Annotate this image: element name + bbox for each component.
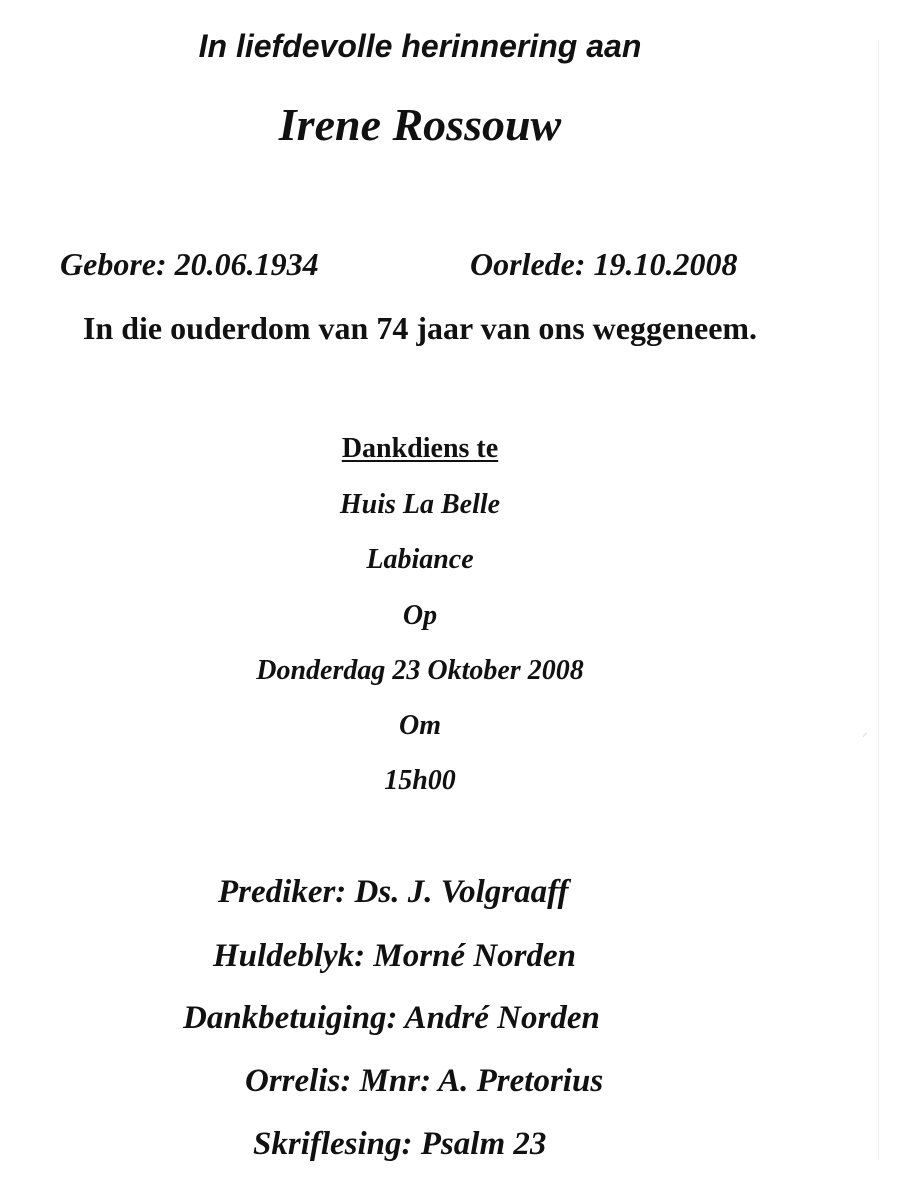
- memorial-heading: In liefdevolle herinnering aan: [198, 28, 642, 64]
- death-date: Oorlede: 19.10.2008: [470, 246, 738, 282]
- role-thanks: Dankbetuiging: André Norden: [183, 1000, 600, 1036]
- service-at-label: Om: [399, 710, 441, 741]
- role-scripture-reading: Skriflesing: Psalm 23: [253, 1126, 547, 1162]
- service-title: Dankdiens te: [341, 433, 499, 464]
- role-preacher: Prediker: Ds. J. Volgraaff: [218, 874, 569, 910]
- scan-speck: ⸝: [862, 726, 868, 739]
- service-venue: Huis La Belle: [339, 489, 501, 520]
- scan-edge-line: [878, 40, 879, 1160]
- role-organist: Orrelis: Mnr: A. Pretorius: [245, 1063, 604, 1099]
- role-tribute: Huldeblyk: Morné Norden: [213, 938, 576, 974]
- birth-date: Gebore: 20.06.1934: [60, 246, 319, 282]
- service-time: 15h00: [384, 765, 456, 796]
- service-date: Donderdag 23 Oktober 2008: [256, 655, 584, 686]
- service-place: Labiance: [366, 544, 474, 575]
- deceased-name: Irene Rossouw: [278, 99, 562, 150]
- service-on-label: Op: [402, 600, 438, 631]
- age-statement: In die ouderdom van 74 jaar van ons weggeneem.: [82, 310, 758, 346]
